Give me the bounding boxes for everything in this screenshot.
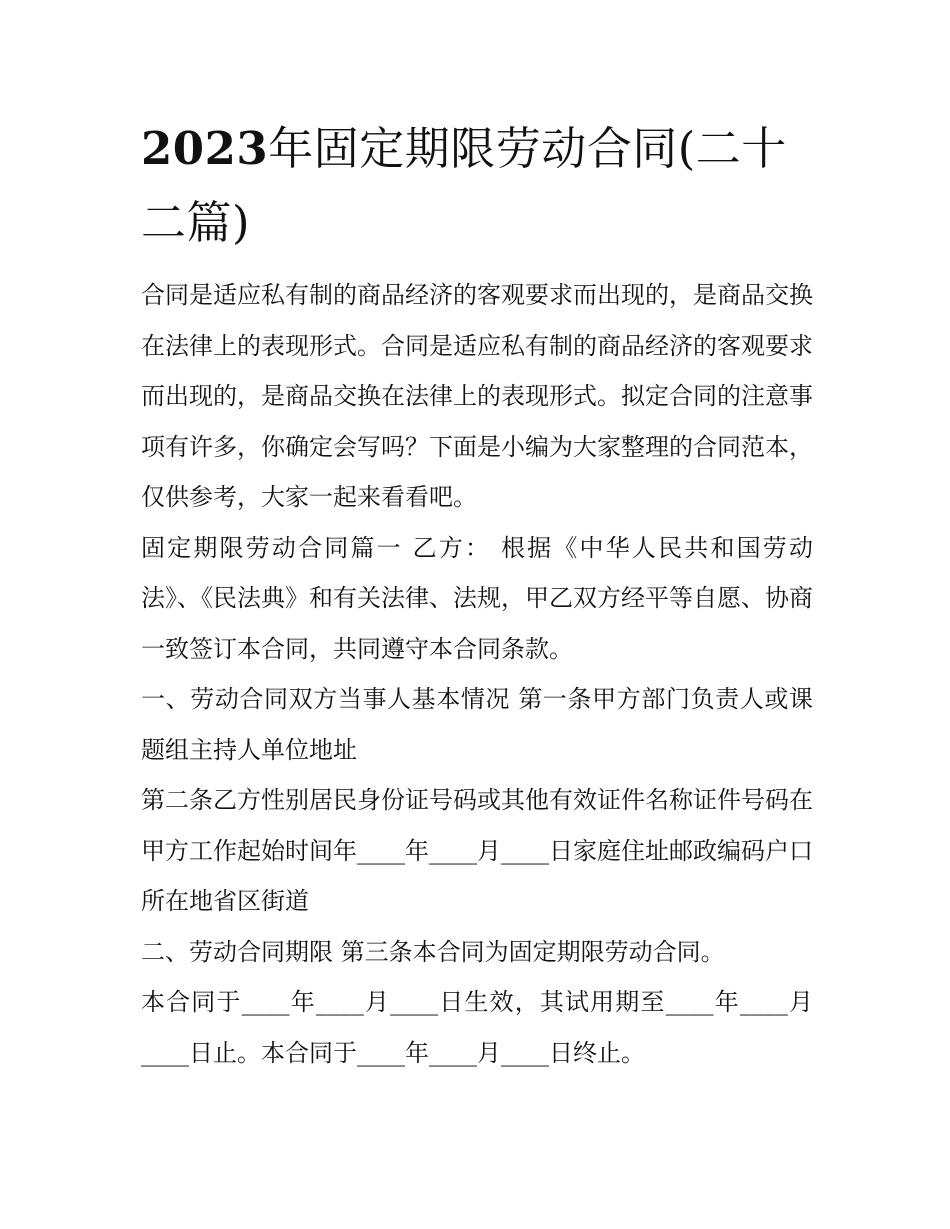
title-year: 2023: [141, 122, 269, 175]
document-body: [141, 112, 813, 1078]
section-contract-term: 二、劳动合同期限 第三条本合同为固定期限劳动合同。: [141, 937, 725, 966]
contract-preamble: 固定期限劳动合同篇一 乙方： 根据《中华人民共和国劳动法》、《民法典》和有关法律、法规，甲乙双方经平等自愿、协商一致签订本合同，共同遵守本合同条款。: [141, 533, 813, 663]
document-title: [141, 112, 813, 260]
contract-effective-dates: 本合同于____年____月____日生效，其试用期至____年____月____日止。本合同于____年____月____日终止。: [141, 988, 813, 1067]
title-text: 年固定期限劳动合同(二十二篇): [141, 122, 787, 249]
intro-paragraph: 合同是适应私有制的商品经济的客观要求而出现的，是商品交换在法律上的表现形式。合同是适应私有制的商品经济的客观要求而出现的，是商品交换在法律上的表现形式。拟定合同的注意事项有许多，你确定会写吗？下面是小编为大家整理的合同范本，仅供参考，大家一起来看看吧。: [141, 281, 813, 511]
article-two-party-b: 第二条乙方性别居民身份证号码或其他有效证件名称证件号码在甲方工作起始时间年____年____月____日家庭住址邮政编码户口所在地省区街道: [141, 786, 813, 915]
section-parties-basic-info: 一、劳动合同双方当事人基本情况 第一条甲方部门负责人或课题组主持人单位地址: [141, 685, 813, 764]
